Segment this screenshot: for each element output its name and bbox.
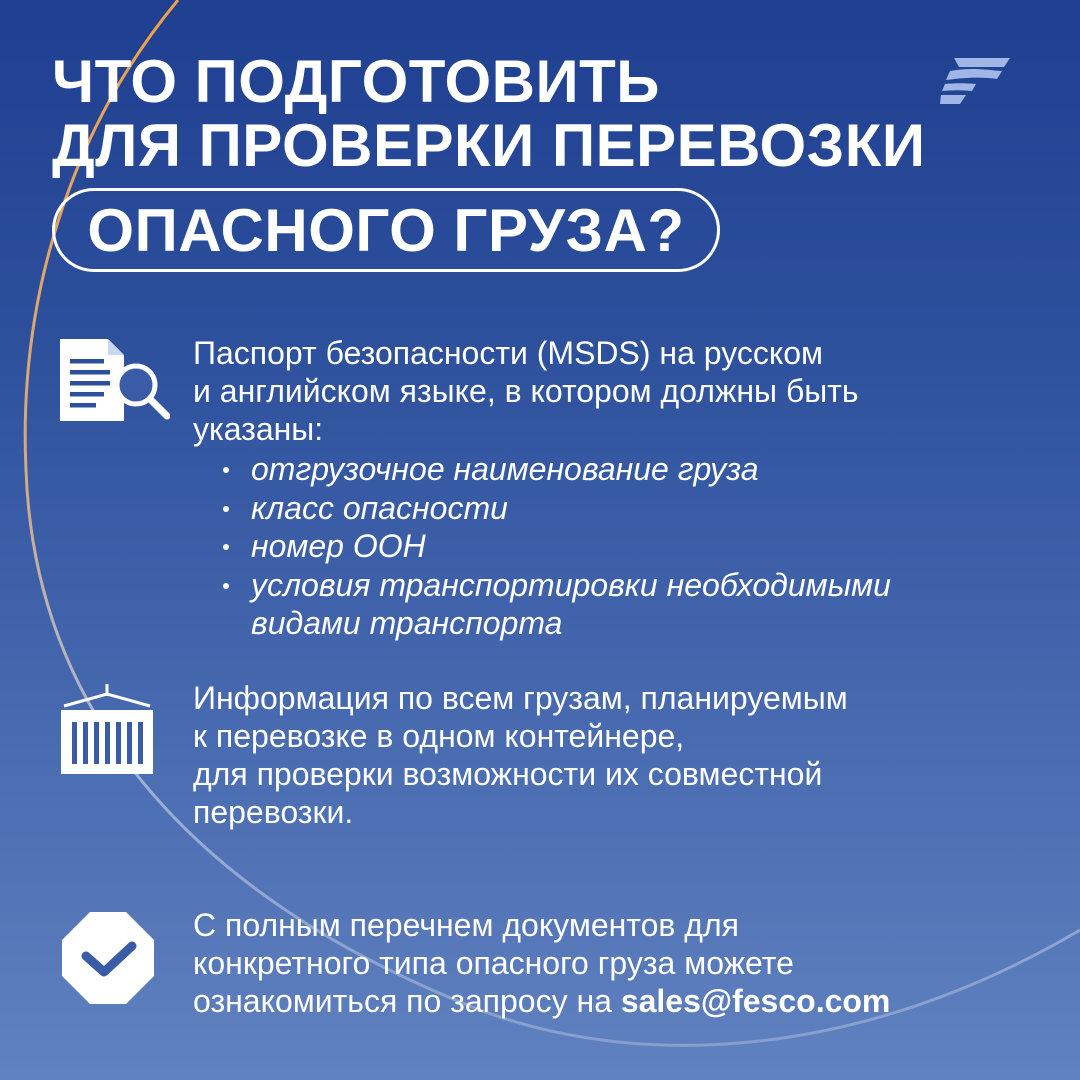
section-contact-line-1: С полным перечнем документов для — [193, 907, 739, 943]
title-line-2: ДЛЯ ПРОВЕРКИ ПЕРЕВОЗКИ — [52, 112, 926, 179]
section-cargo-line-1: Информация по всем грузам, планируемым — [193, 680, 848, 716]
section-msds-line-1: Паспорт безопасности (MSDS) на русском — [193, 335, 823, 371]
fesco-logo-icon — [940, 58, 1012, 104]
section-cargo-line-4: перевозки. — [193, 794, 354, 830]
list-item: номер ООН — [251, 527, 1053, 566]
title-highlight-pill: ОПАСНОГО ГРУЗА? — [52, 188, 720, 272]
sales-email-link[interactable]: sales@fesco.com — [620, 983, 891, 1019]
section-cargo-info-text — [193, 679, 1053, 831]
msds-requirements-list — [193, 450, 1053, 643]
section-msds-text — [193, 334, 1053, 643]
title-line-1: ЧТО ПОДГОТОВИТЬ — [52, 48, 660, 115]
section-msds-line-2: и английском языке, в котором должны быть — [193, 373, 859, 409]
page-title — [52, 50, 925, 178]
list-item: условия транспортировки необходимыми — [251, 566, 1053, 605]
contact-line-3-text: ознакомиться по запросу на — [193, 983, 621, 1019]
list-item: класс опасности — [251, 489, 1053, 528]
section-cargo-line-2: к перевозке в одном контейнере, — [193, 718, 685, 754]
list-item: видами транспорта — [251, 605, 563, 641]
section-msds-line-3: указаны: — [193, 411, 324, 447]
container-icon — [58, 682, 156, 778]
list-item: отгрузочное наименование груза — [251, 450, 1053, 489]
section-contact-text — [193, 906, 1053, 1020]
section-contact-line-3 — [193, 982, 1053, 1020]
document-search-icon — [58, 337, 170, 425]
section-cargo-line-3: для проверки возможности их совместной — [193, 756, 823, 792]
checkmark-badge-icon — [60, 910, 156, 1006]
section-contact-line-2: конкретного типа опасного груза можете — [193, 945, 794, 981]
